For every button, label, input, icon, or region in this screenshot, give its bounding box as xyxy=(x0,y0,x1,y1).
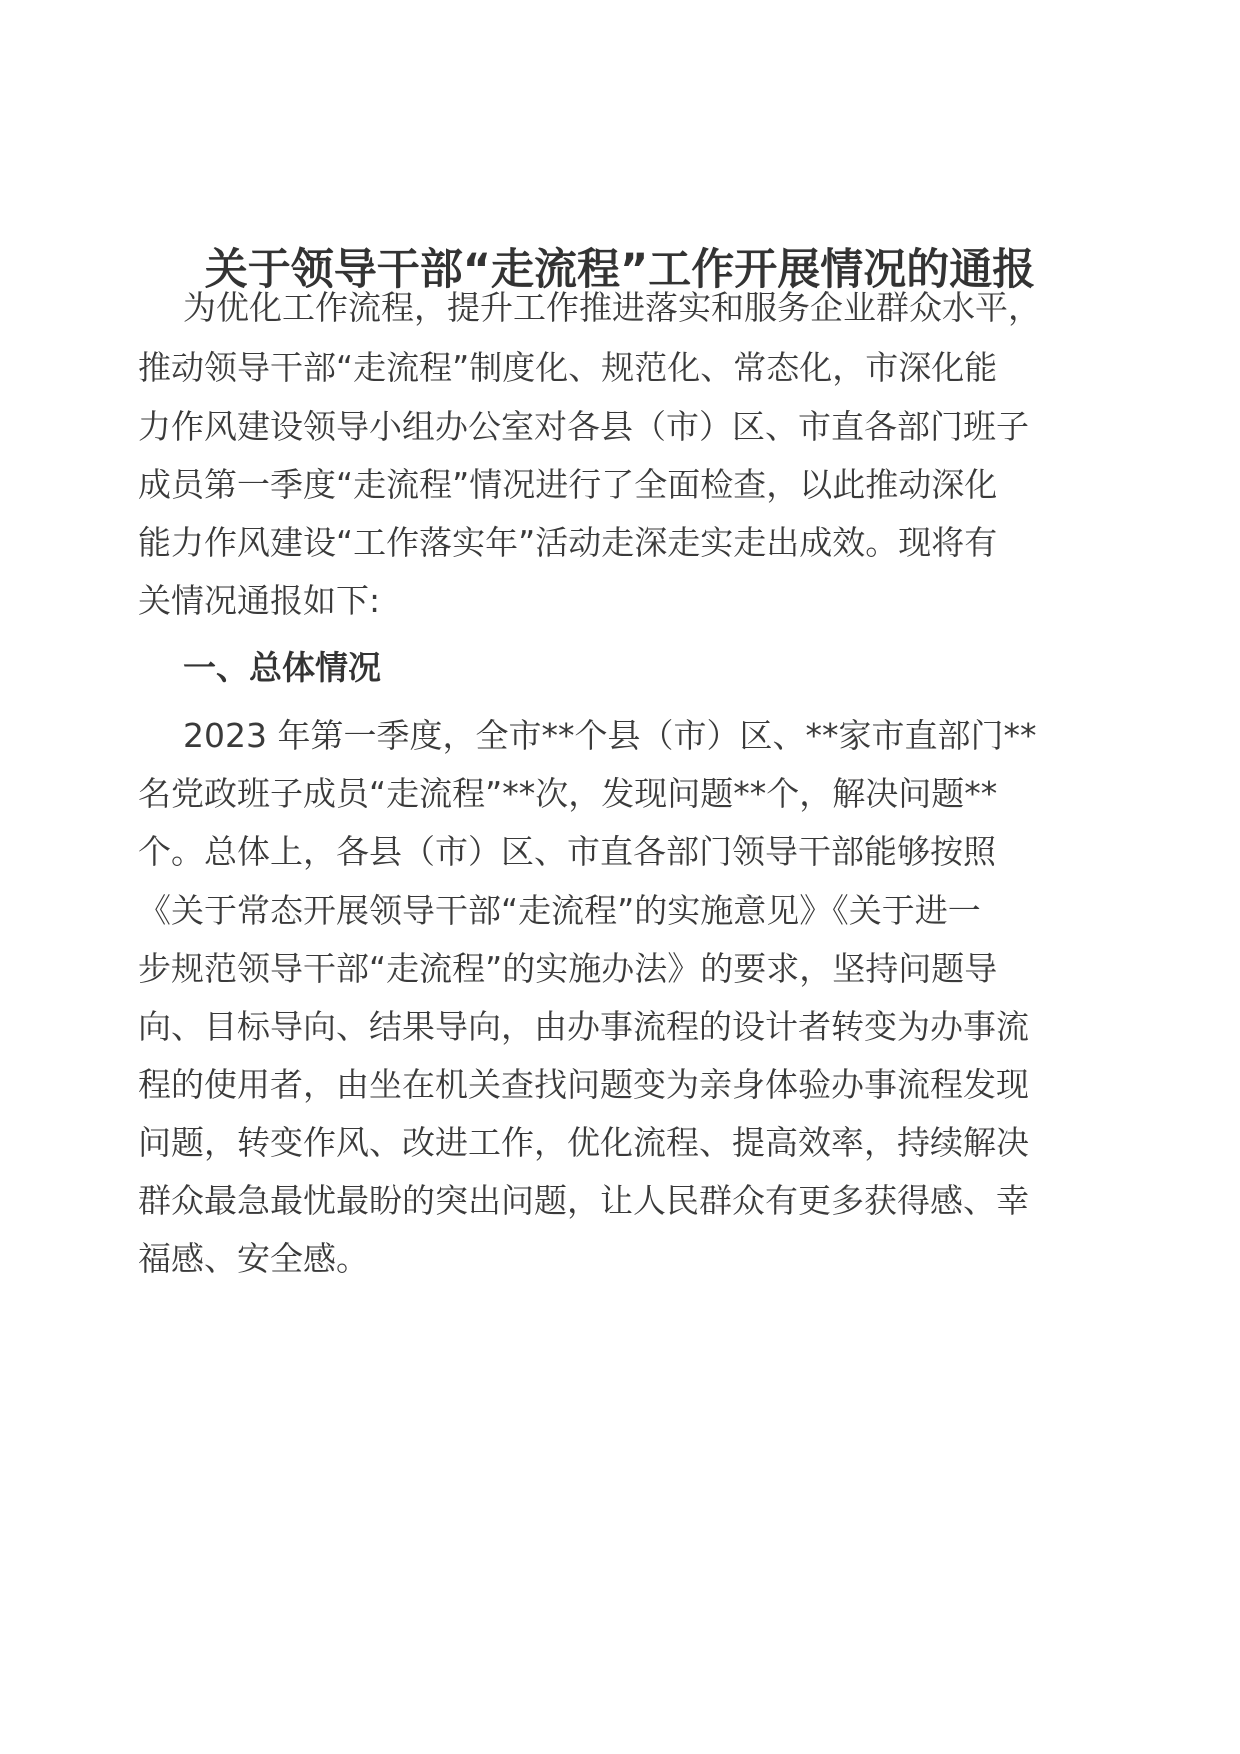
section-heading: 一、总体情况 xyxy=(183,648,381,687)
intro-line: 成员第一季度“走流程”情况进行了全面检查，以此推动深化 xyxy=(138,465,998,504)
section-line: 个。总体上，各县（市）区、市直各部门领导干部能够按照 xyxy=(138,832,996,871)
section-line: 《关于常态开展领导干部“走流程”的实施意见》《关于进一 xyxy=(138,891,981,930)
intro-line: 推动领导干部“走流程”制度化、规范化、常态化，市深化能 xyxy=(138,348,998,387)
section-line: 程的使用者，由坐在机关查找问题变为亲身体验办事流程发现 xyxy=(138,1065,1029,1104)
intro-line: 能力作风建设“工作落实年”活动走深走实走出成效。现将有 xyxy=(138,523,998,562)
section-line: 名党政班子成员“走流程”**次，发现问题**个，解决问题** xyxy=(138,774,998,813)
section-line: 问题，转变作风、改进工作，优化流程、提高效率，持续解决 xyxy=(138,1123,1029,1162)
intro-line: 关情况通报如下: xyxy=(138,581,381,620)
section-line: 步规范领导干部“走流程”的实施办法》的要求，坚持问题导 xyxy=(138,949,998,988)
intro-line: 力作风建设领导小组办公室对各县（市）区、市直各部门班子 xyxy=(138,407,1029,446)
intro-line: 为优化工作流程，提升工作推进落实和服务企业群众水平， xyxy=(183,288,1041,327)
section-line: 福感、安全感。 xyxy=(138,1239,369,1278)
document-title: 关于领导干部“走流程”工作开展情况的通报 xyxy=(204,245,1036,295)
section-line: 向、目标导向、结果导向，由办事流程的设计者转变为办事流 xyxy=(138,1007,1029,1046)
section-line: 2023 年第一季度，全市**个县（市）区、**家市直部门** xyxy=(183,716,1037,755)
section-line: 群众最急最忧最盼的突出问题，让人民群众有更多获得感、幸 xyxy=(138,1181,1029,1220)
